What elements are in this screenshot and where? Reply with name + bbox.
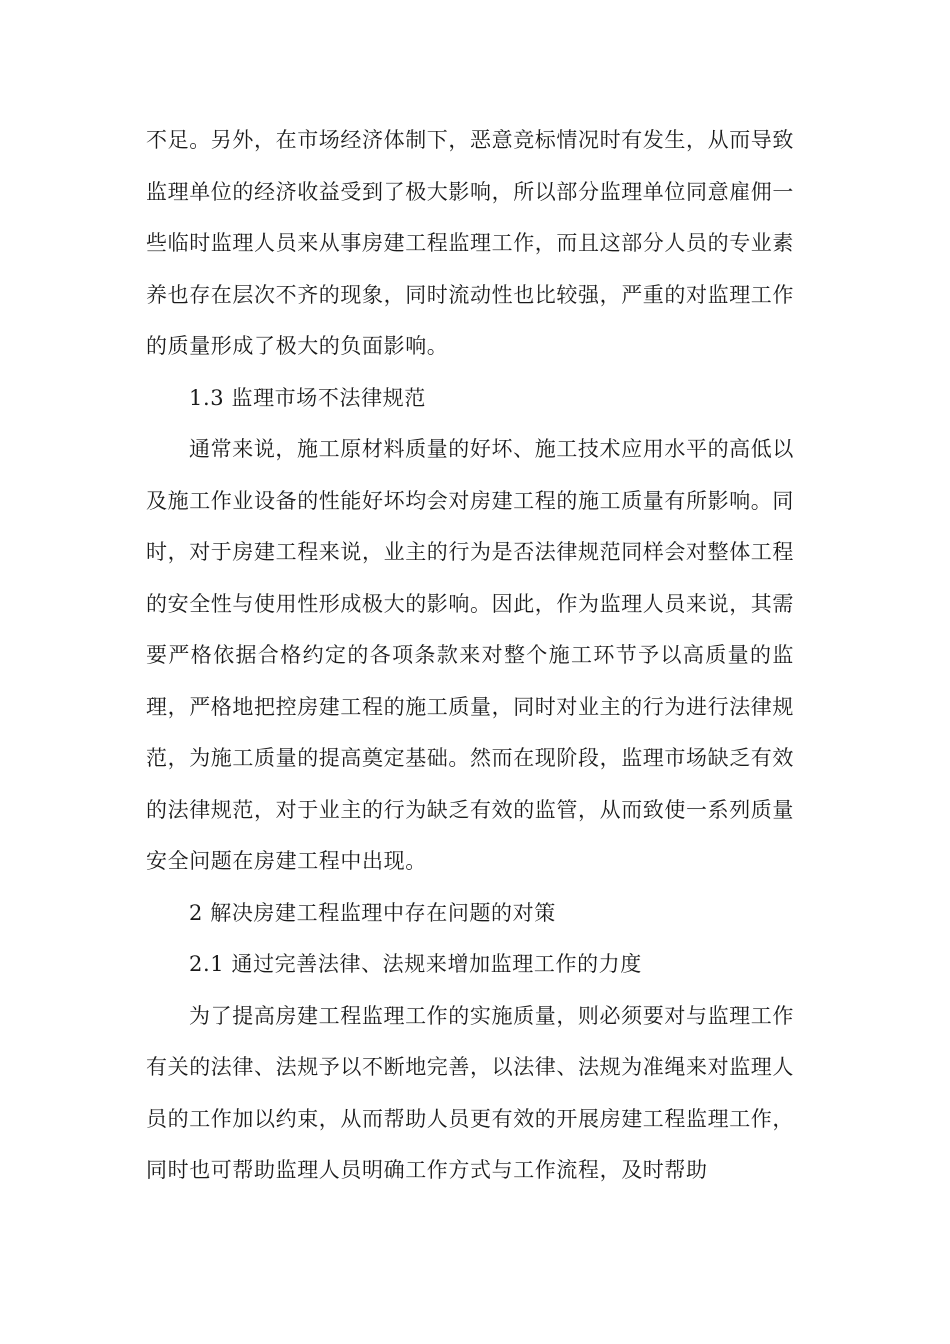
section-heading-2-1: 2.1 通过完善法律、法规来增加监理工作的力度: [189, 952, 642, 976]
paragraph: 通常来说，施工原材料质量的好坏、施工技术应用水平的高低以及施工作业设备的性能好坏均会对房建工程的施工质量有所影响。同时，对于房建工程来说，业主的行为是否法律规范同样会对整体工程的安全性与使用性形成极大的影响。因此，作为监理人员来说，其需要严格依据合格约定的各项条款来对整个施工环节予以高质量的监理，严格地把控房建工程的施工质量，同时对业主的行为进行法律规范，为施工质量的提高奠定基础。然而在现阶段，监理市场缺乏有效的法律规范，对于业主的行为缺乏有效的监管，从而致使一系列质量安全问题在房建工程中出现。: [146, 437, 794, 873]
section-heading-1-3: 1.3 监理市场不法律规范: [189, 385, 426, 410]
document-body: [146, 115, 794, 1197]
paragraph: 为了提高房建工程监理工作的实施质量，则必须要对与监理工作有关的法律、法规予以不断地完善，以法律、法规为准绳来对监理人员的工作加以约束，从而帮助人员更有效的开展房建工程监理工作，同时也可帮助监理人员明确工作方式与工作流程，及时帮助: [146, 1003, 794, 1182]
section-heading-2: 2 解决房建工程监理中存在问题的对策: [189, 900, 556, 925]
paragraph-continued: 不足。另外，在市场经济体制下，恶意竞标情况时有发生，从而导致监理单位的经济收益受到了极大影响，所以部分监理单位同意雇佣一些临时监理人员来从事房建工程监理工作，而且这部分人员的专业素养也存在层次不齐的现象，同时流动性也比较强，严重的对监理工作的质量形成了极大的负面影响。: [146, 128, 794, 358]
